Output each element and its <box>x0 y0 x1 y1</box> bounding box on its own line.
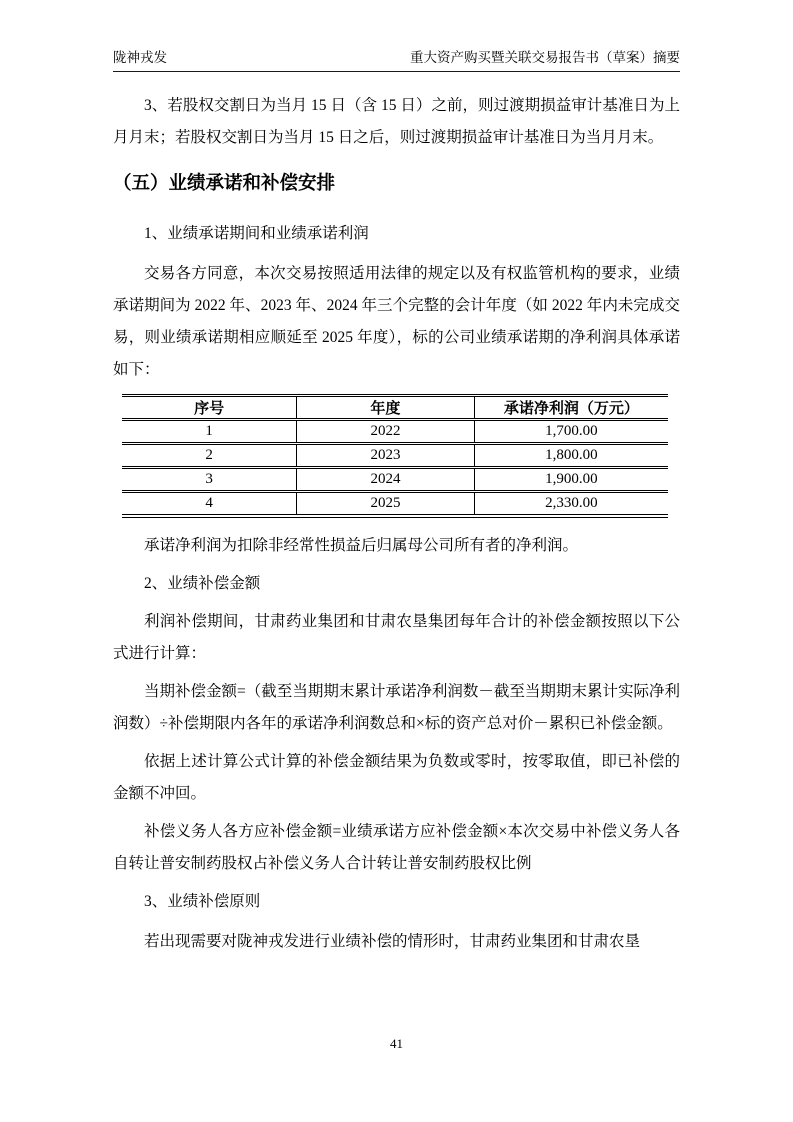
paragraph-commitment-intro: 交易各方同意，本次交易按照适用法律的规定以及有权监管机构的要求，业绩承诺期间为 2022 年、2023 年、2024 年三个完整的会计年度（如 2022 年内未完成交易，则业绩承诺期相应顺延至 2025 年度），标的公司业绩承诺期的净利润具体承诺如下： <box>113 265 680 378</box>
cell-seq: 2 <box>122 444 297 468</box>
table-header-seq: 序号 <box>122 396 297 420</box>
cell-profit: 2,330.00 <box>474 492 668 516</box>
header-company-name: 陇神戎发 <box>113 50 167 65</box>
table-row <box>122 444 668 468</box>
paragraph-compensation-intro: 利润补偿期间，甘肃药业集团和甘肃农垦集团每年合计的补偿金额按照以下公式进行计算： <box>113 612 680 662</box>
paragraph-delivery-date-rule: 3、若股权交割日为当月 15 日（含 15 日）之前，则过渡期损益审计基准日为上月月末；若股权交割日为当月 15 日之后，则过渡期损益审计基准日为当月月末。 <box>113 97 680 146</box>
sub-heading-compensation-amount: 2、业绩补偿金额 <box>144 574 261 592</box>
cell-seq: 4 <box>122 492 297 516</box>
cell-seq: 1 <box>122 420 297 444</box>
paragraph-principle-intro: 若出现需要对陇神戎发进行业绩补偿的情形时，甘肃药业集团和甘肃农垦 <box>144 932 641 950</box>
sub-heading-compensation-principle: 3、业绩补偿原则 <box>144 892 261 910</box>
document-body <box>113 90 680 958</box>
paragraph-zero-rule: 依据上述计算公式计算的补偿金额结果为负数或零时，按零取值，即已补偿的金额不冲回。 <box>113 752 680 802</box>
header-document-title: 重大资产购买暨关联交易报告书（草案）摘要 <box>410 50 680 65</box>
cell-year: 2024 <box>297 468 474 492</box>
section-heading-performance-commitment: （五）业绩承诺和补偿安排 <box>113 172 336 193</box>
paragraph-compensation-formula: 当期补偿金额=（截至当期期末累计承诺净利润数－截至当期期末累计实际净利润数）÷补偿期限内各年的承诺净利润数总和×标的资产总对价－累积已补偿金额。 <box>113 682 680 732</box>
page-header <box>113 46 680 72</box>
table-header-profit: 承诺净利润（万元） <box>474 396 668 420</box>
cell-year: 2025 <box>297 492 474 516</box>
table-row <box>122 468 668 492</box>
cell-year: 2023 <box>297 444 474 468</box>
sub-heading-commitment-period: 1、业绩承诺期间和业绩承诺利润 <box>144 225 369 242</box>
table-row <box>122 420 668 444</box>
paragraph-obligor-split-formula: 补偿义务人各方应补偿金额=业绩承诺方应补偿金额×本次交易中补偿义务人各自转让普安制药股权占补偿义务人合计转让普安制药股权比例 <box>113 822 680 872</box>
paragraph-net-profit-note: 承诺净利润为扣除非经常性损益后归属母公司所有者的净利润。 <box>144 536 579 554</box>
table-header-row <box>122 396 668 420</box>
cell-seq: 3 <box>122 468 297 492</box>
cell-profit: 1,900.00 <box>474 468 668 492</box>
net-profit-commitment-table <box>122 394 668 518</box>
page-number: 41 <box>390 1036 403 1051</box>
cell-profit: 1,700.00 <box>474 420 668 444</box>
cell-year: 2022 <box>297 420 474 444</box>
table-header-year: 年度 <box>297 396 474 420</box>
table-row <box>122 492 668 516</box>
cell-profit: 1,800.00 <box>474 444 668 468</box>
